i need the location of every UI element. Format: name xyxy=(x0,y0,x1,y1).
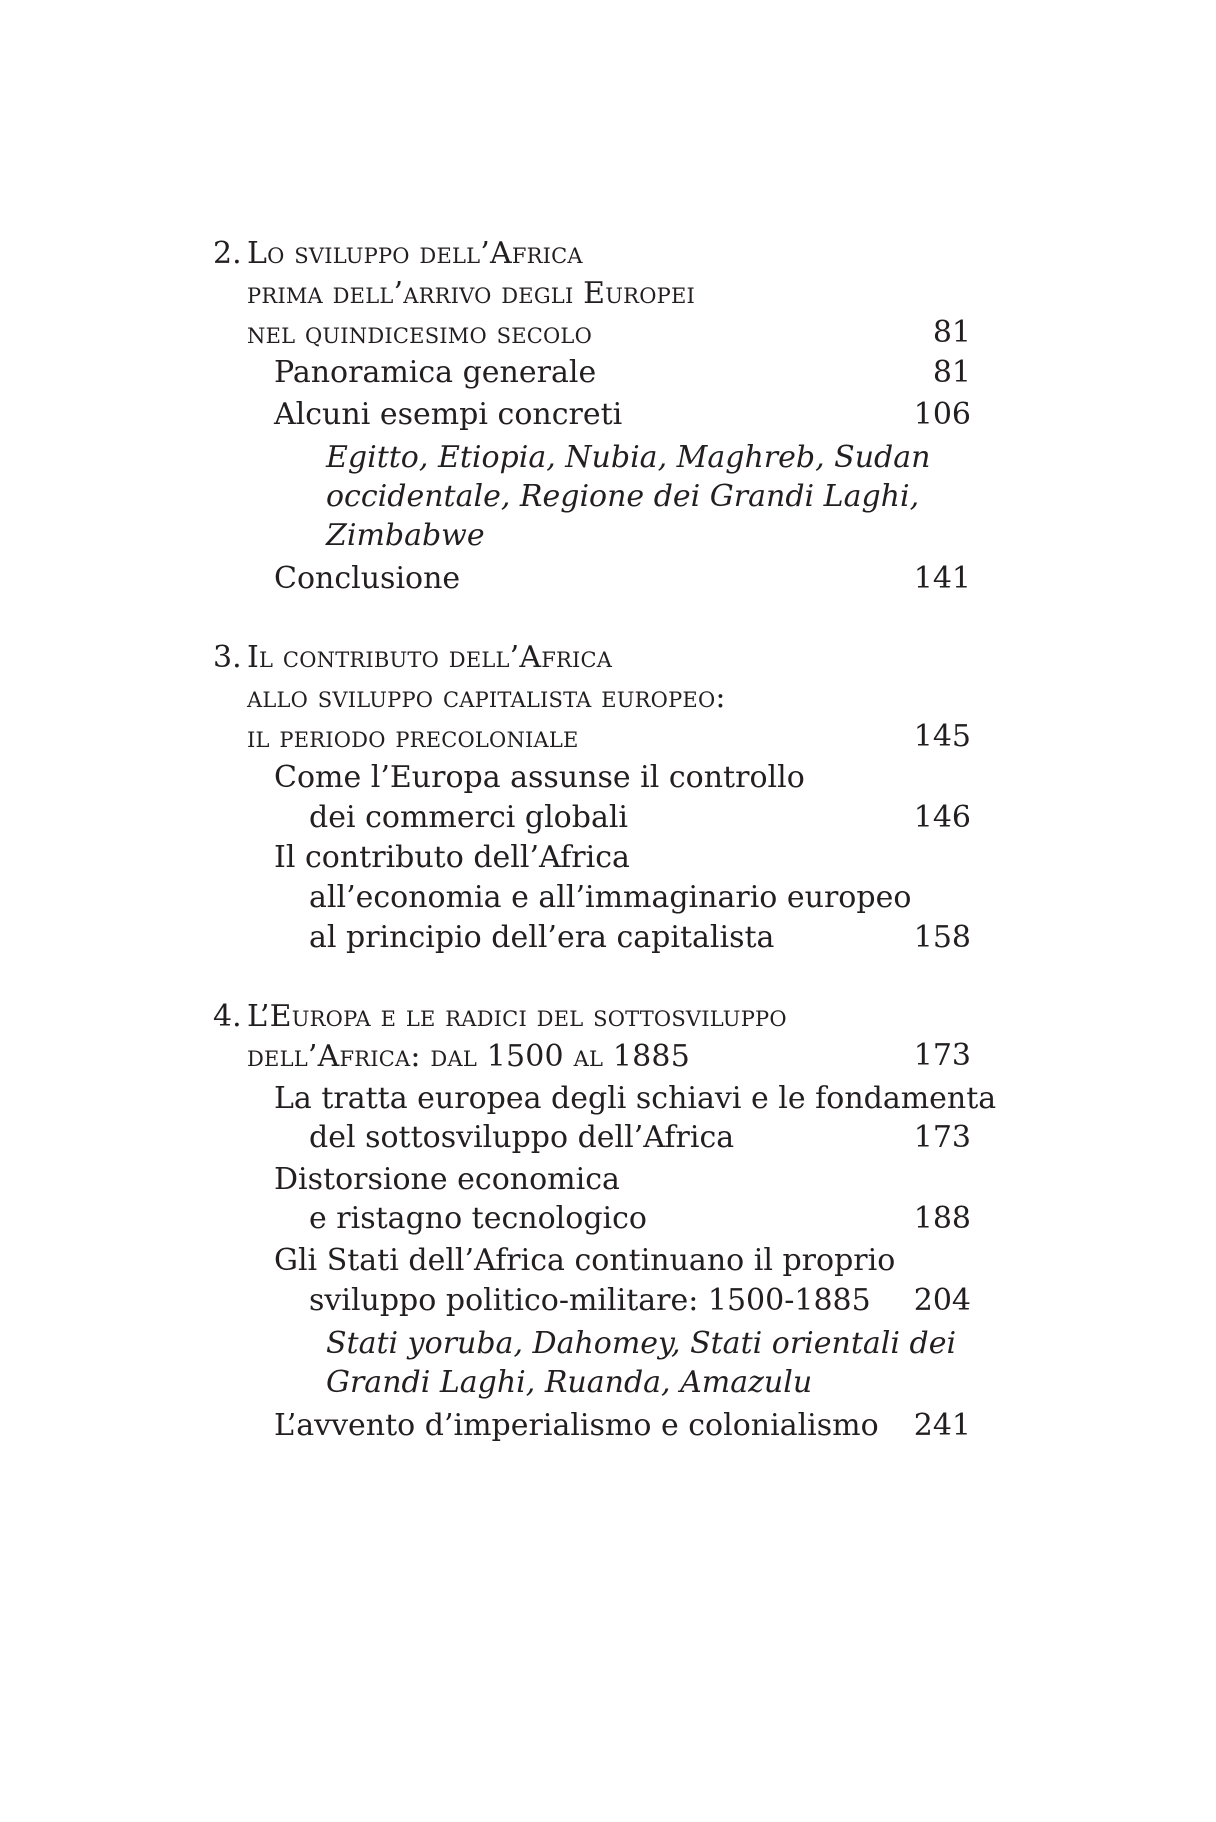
page-number: 158 xyxy=(913,920,971,955)
section-title-cont: e ristagno tecnologico xyxy=(309,1201,647,1236)
section-title-cont: sviluppo politico-militare: 1500-1885 xyxy=(309,1283,871,1318)
page-number: 173 xyxy=(913,1120,971,1155)
page-number: 141 xyxy=(913,561,971,596)
section-note: Zimbabwe xyxy=(326,518,485,553)
section-note: Grandi Laghi, Ruanda, Amazulu xyxy=(326,1365,813,1400)
page-number: 204 xyxy=(913,1283,971,1318)
chapter-title-line: Lo sviluppo dell’Africa xyxy=(247,236,583,271)
chapter-title-line: il periodo precoloniale xyxy=(247,720,579,755)
section-title: Conclusione xyxy=(274,561,461,596)
section-note: occidentale, Regione dei Grandi Laghi, xyxy=(326,479,920,514)
page-number: 81 xyxy=(932,315,971,350)
chapter-number: 4. xyxy=(213,999,242,1034)
page-number: 146 xyxy=(913,800,971,835)
section-title: Gli Stati dell’Africa continuano il proprio xyxy=(274,1243,896,1278)
section-title: Distorsione economica xyxy=(274,1162,620,1197)
page-number: 241 xyxy=(913,1408,971,1443)
section-title-cont: al principio dell’era capitalista xyxy=(309,920,775,955)
chapter-title-line: L’Europa e le radici del sottosviluppo xyxy=(247,999,787,1034)
page-number: 145 xyxy=(913,719,971,754)
section-title: Panoramica generale xyxy=(274,355,597,390)
page-number: 173 xyxy=(913,1038,971,1073)
section-title-cont: all’economia e all’immaginario europeo xyxy=(309,880,912,915)
section-title-cont: del sottosviluppo dell’Africa xyxy=(309,1120,735,1155)
section-title: La tratta europea degli schiavi e le fondamenta xyxy=(274,1081,997,1116)
chapter-title-line: prima dell’arrivo degli Europei xyxy=(247,276,695,311)
chapter-number: 3. xyxy=(213,640,242,675)
section-title: Alcuni esempi concreti xyxy=(274,397,623,432)
section-note: Stati yoruba, Dahomey, Stati orientali dei xyxy=(326,1326,957,1361)
page-number: 106 xyxy=(913,397,971,432)
section-title: Come l’Europa assunse il controllo xyxy=(274,760,805,795)
page-number: 81 xyxy=(932,355,971,390)
chapter-number: 2. xyxy=(213,236,242,271)
chapter-title-line: Il contributo dell’Africa xyxy=(247,640,613,675)
chapter-title-line: nel quindicesimo secolo xyxy=(247,316,592,351)
chapter-title-line: allo sviluppo capitalista europeo: xyxy=(247,680,726,715)
section-title: L’avvento d’imperialismo e colonialismo xyxy=(274,1408,879,1443)
page-number: 188 xyxy=(913,1201,971,1236)
chapter-title-line: dell’Africa: dal 1500 al 1885 xyxy=(247,1039,690,1074)
section-note: Egitto, Etiopia, Nubia, Maghreb, Sudan xyxy=(326,440,931,475)
section-title-cont: dei commerci globali xyxy=(309,800,629,835)
section-title: Il contributo dell’Africa xyxy=(274,840,630,875)
